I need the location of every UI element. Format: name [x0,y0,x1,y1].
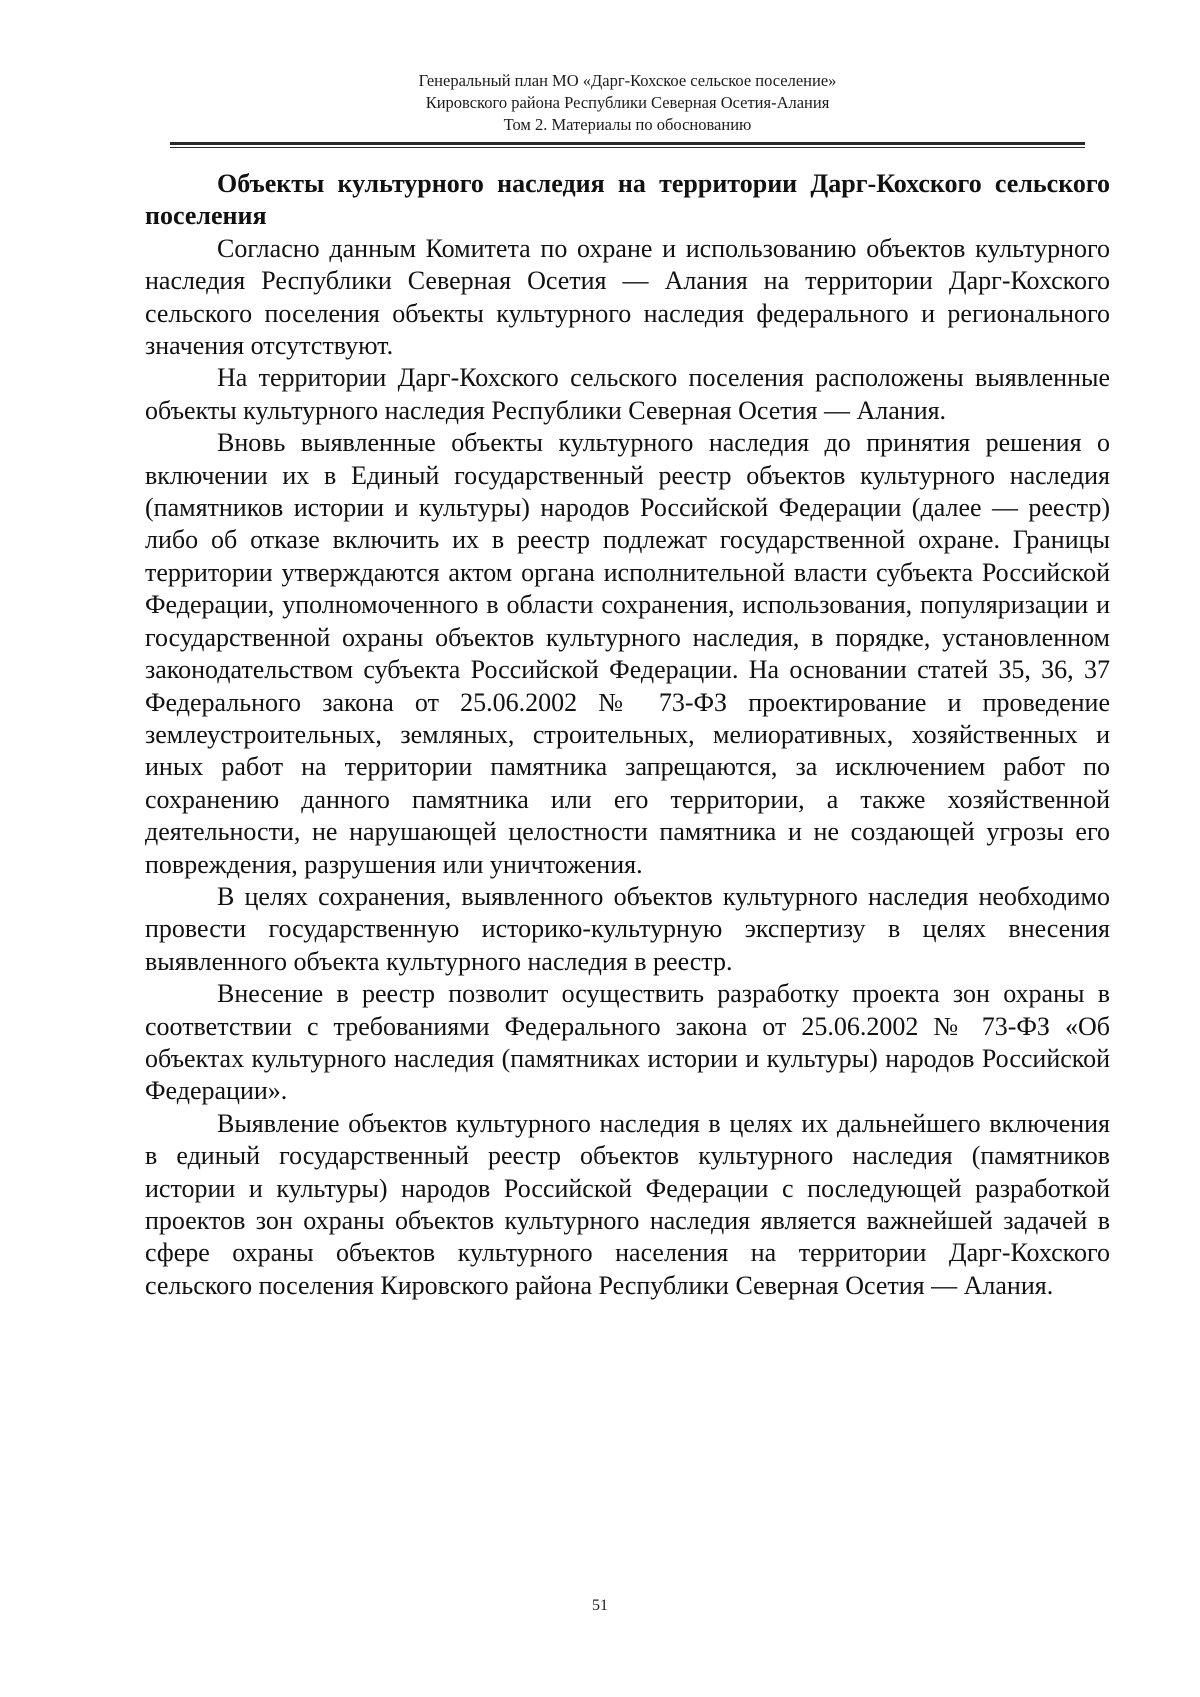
section-title: Объекты культурного наследия на территории Дарг-Кохского сельского поселения [145,169,1110,231]
paragraph-expertise: В целях сохранения, выявленного объектов культурного наследия необходимо провести государственную историко-культурную экспертизу в целях внесения выявленного объекта культурного наследия в реестр. [145,881,1110,976]
paragraph-protection-zones: Внесение в реестр позволит осуществить разработку проекта зон охраны в соответствии с требованиями Федерального закона от 25.06.2002 № 73-ФЗ «Об объектах культурного наследия (памятниках истории и культуры) народов Российской Федерации». [145,979,1110,1106]
header-line-region: Кировского района Республики Северная Осетия-Алания [425,93,830,112]
header-line-volume: Том 2. Материалы по обоснованию [503,115,752,134]
page-number: 51 [592,1597,608,1614]
paragraph-committee-data: Согласно данным Комитета по охране и использованию объектов культурного наследия Республики Северная Осетия — Алания на территории Дарг-Кохского сельского поселения объекты культурного наследия федерального и регионального значения отсутствуют. [145,233,1110,361]
paragraph-state-protection: Вновь выявленные объекты культурного наследия до принятия решения о включении их в Единый государственный реестр объектов культурного наследия (памятников истории и культуры) народов Российской Федерации (далее — реестр) либо об отказе включить их в реестр подлежат государственной охране. Границы территории утверждаются актом органа исполнительной власти субъекта Российской Федерации, уполномоченного в области сохранения, использования, популяризации и государственной охраны объектов культурного наследия, в порядке, установленном законодательством субъекта Российской Федерации. На основании статей 35, 36, 37 Федерального закона от 25.06.2002 № 73-ФЗ проектирование и проведение землеустроительных, земляных, строительных, мелиоративных, хозяйственных и иных работ на территории памятника запрещаются, за исключением работ по сохранению данного памятника или его территории, а также хозяйственной деятельности, не нарушающей целостности памятника и не создающей угрозы его повреждения, разрушения или уничтожения. [145,428,1110,879]
paragraph-identified-objects: На территории Дарг-Кохского сельского поселения расположены выявленные объекты культурного наследия Республики Северная Осетия — Алания. [145,363,1110,425]
header-divider [170,142,1085,148]
document-header [170,70,1085,136]
paragraph-registry-task: Выявление объектов культурного наследия в целях их дальнейшего включения в единый государственный реестр объектов культурного наследия (памятников истории и культуры) народов Российской Федерации с последующей разработкой проектов зон охраны объектов культурного наследия является важнейшей задачей в сфере охраны объектов культурного населения на территории Дарг-Кохского сельского поселения Кировского района Республики Северная Осетия — Алания. [145,1108,1110,1300]
header-line-plan: Генеральный план МО «Дарг-Кохское сельское поселение» [418,71,837,90]
document-body [145,168,1110,1302]
